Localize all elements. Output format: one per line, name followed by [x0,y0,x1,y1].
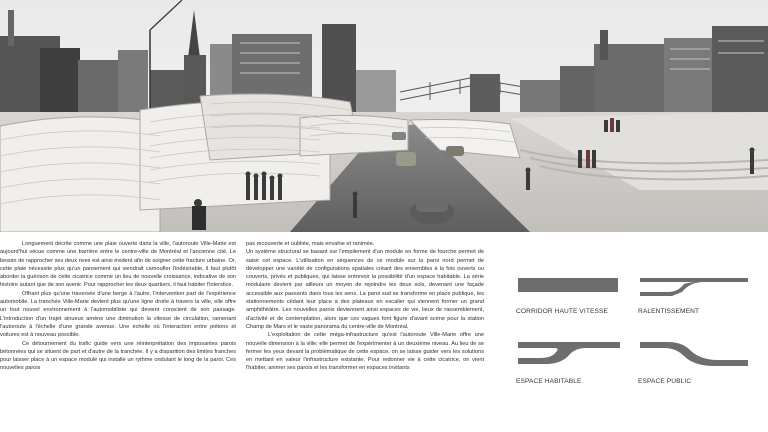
paragraph: L'exploitation de cette méga-infrastructure qu'est l'autoroute Ville-Marie offre une nouvelle dimension à la ville; elle permet de l'expérimenter à un deuxième niveau. Au lieu de se fermer les yeux devant la problématique de cette espace, on se laisse guider vers les solutions en mettant en valeur l'infrastructure existante. Pour redonner vie à cette cicatrice, on vient l'habiter, animer ses parois et les transformer en espaces invitants [246,332,484,372]
legend-label: ESPACE HABITABLE [516,378,582,385]
habitable-diagram [516,338,628,372]
legend-habitable [516,338,634,398]
legend-public [638,338,756,398]
corridor-diagram [516,272,628,302]
paragraph: pas recouverte et oubliée, mais envahie et ranimée. [246,241,375,247]
paragraph: Ce détournement du trafic guide vers une réinterprétation des imposantes parois bétonnées qui se situent de part et d'autre de la tranchée. Il y a disparition des limites franches pour laisser place à un espace modulé qui installe un rythme ondulant le long de la paroi. Ces nouvelles parois [0,340,236,372]
legend-label: ESPACE PUBLIC [638,378,692,385]
legend-label: RALENTISSEMENT [638,308,700,315]
paragraph: Un système structural se basant sur l'empilement d'un module en forme de fourche permet de saisir cet espace. L'utilisation en séquences de ce module sur la paroi nord permet de développer une variété de configurations spatiales créant des ensembles à la fois ouverts ou couverts, privés et publiques, qui laisse entrevoir la possibilité d'un espace habitable. La série modulaire devient par ailleurs un moyen de rejoindre les deux sols, devenant une façade accessible aux passants dans tous les sens. La paroi sud se transforme en place publique, les stationnements cédant leur place à des plateaux en escalier qui viennent former un grand amphithéâtre. Les nouvelles parois deviennent ainsi espaces de vie, lieux de rassemblement, d'activité et de contemplation, alors que ces vagues font figure d'avant scène pour la station Champ de Mars et le vaste panorama du centre-ville de Montréal. [246,249,484,330]
legend-label: CORRIDOR HAUTE VITESSE [516,308,608,315]
article-column-2 [246,240,484,373]
diagram-legend [510,272,768,432]
article-column-1 [0,240,236,373]
legend-corridor [516,272,634,332]
public-diagram [638,338,750,372]
paragraph: Offrant plus qu'une traversée d'une berge à l'autre, l'intervention part de l'expérience automobile. La tranchée Ville-Marie devient plus qu'une ligne droite à travers la ville, elle offre un tout nouvel environnement à l'automobiliste qui devient conscient de son passage. L'introduction d'un trajet sinueux amène une diminution la vitesse de circulation, ramenant l'autoroute à l'échelle d'une grande avenue. Une échelle où l'interaction entre piétons et voitures est à nouveau possible. [0,290,236,339]
paragraph: Longuement décrite comme une plaie ouverte dans la ville, l'autoroute Ville-Marie est aujourd'hui vécue comme une barrière entre le centre-ville de Montréal et l'ancienne cité. Le besoin de rapprocher ses deux rives est ainsi évident afin de soigner cette fracture urbaine. Or, cette plaie nécessite plus qu'un pansement qui viendrait camoufler l'indésirable, il faut plutôt aborder la guérison de cette cicatrice comme un lieu de nouvelle croissance, indicative de son histoire autant que de son avenir. Pour rapprocher les deux quartiers, il faut habiter l'interstice. [0,241,236,289]
legend-ralentissement [638,272,756,332]
ralentissement-diagram [638,272,750,302]
